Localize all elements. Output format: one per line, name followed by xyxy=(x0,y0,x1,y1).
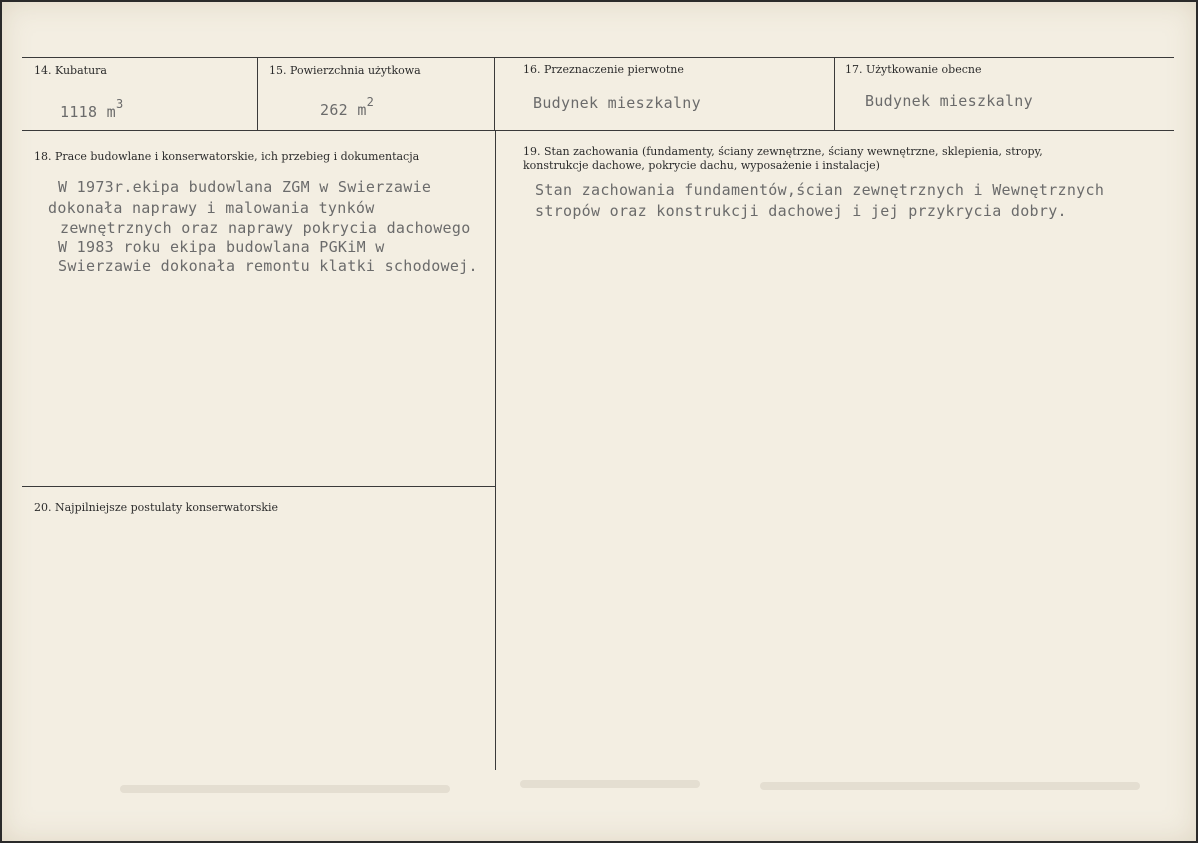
field-15-exponent: 2 xyxy=(366,95,375,109)
main-col-divider xyxy=(495,130,496,770)
col-divider-16-17 xyxy=(834,57,835,130)
col-divider-14-15 xyxy=(257,57,258,130)
field-19-label-line1: 19. Stan zachowania (fundamenty, ściany zewnętrzne, ściany wewnętrzne, sklepienia, stropy, xyxy=(523,145,1043,158)
field-19-line: stropów oraz konstrukcji dachowej i jej przykrycia dobry. xyxy=(535,202,1067,220)
bleed-through-mark xyxy=(120,785,450,793)
field-15-value xyxy=(320,94,374,121)
row1-bottom-rule xyxy=(22,130,1174,131)
field-18-line: Swierzawie dokonała remontu klatki schodowej. xyxy=(58,257,478,275)
row2-left-bottom-rule xyxy=(22,486,496,487)
top-rule xyxy=(22,57,1174,58)
field-18-line: W 1983 roku ekipa budowlana PGKiM w xyxy=(58,238,385,256)
field-19-label-line2: konstrukcje dachowe, pokrycie dachu, wyposażenie i instalacje) xyxy=(523,159,880,172)
field-18-line: zewnętrznych oraz naprawy pokrycia dachowego xyxy=(60,219,471,237)
field-16-value: Budynek mieszkalny xyxy=(533,94,701,112)
field-14-value xyxy=(60,96,124,123)
field-14-value-text: 1118 m xyxy=(60,103,116,121)
field-14-label: 14. Kubatura xyxy=(34,64,107,77)
field-17-value: Budynek mieszkalny xyxy=(865,92,1033,110)
field-15-label: 15. Powierzchnia użytkowa xyxy=(269,64,421,77)
field-14-exponent: 3 xyxy=(116,97,124,111)
bleed-through-mark xyxy=(760,782,1140,790)
bleed-through-mark xyxy=(520,780,700,788)
field-19-line: Stan zachowania fundamentów,ścian zewnętrznych i Wewnętrznych xyxy=(535,181,1105,199)
field-18-line: W 1973r.ekipa budowlana ZGM w Swierzawie xyxy=(58,178,432,196)
field-17-label: 17. Użytkowanie obecne xyxy=(845,63,982,76)
field-16-label: 16. Przeznaczenie pierwotne xyxy=(523,63,684,76)
field-18-label: 18. Prace budowlane i konserwatorskie, ich przebieg i dokumentacja xyxy=(34,150,420,163)
field-18-line: dokonała naprawy i malowania tynków xyxy=(48,199,375,217)
field-15-value-text: 262 m xyxy=(320,101,367,119)
col-divider-15-16 xyxy=(494,57,495,130)
field-20-label: 20. Najpilniejsze postulaty konserwatorskie xyxy=(34,501,279,514)
